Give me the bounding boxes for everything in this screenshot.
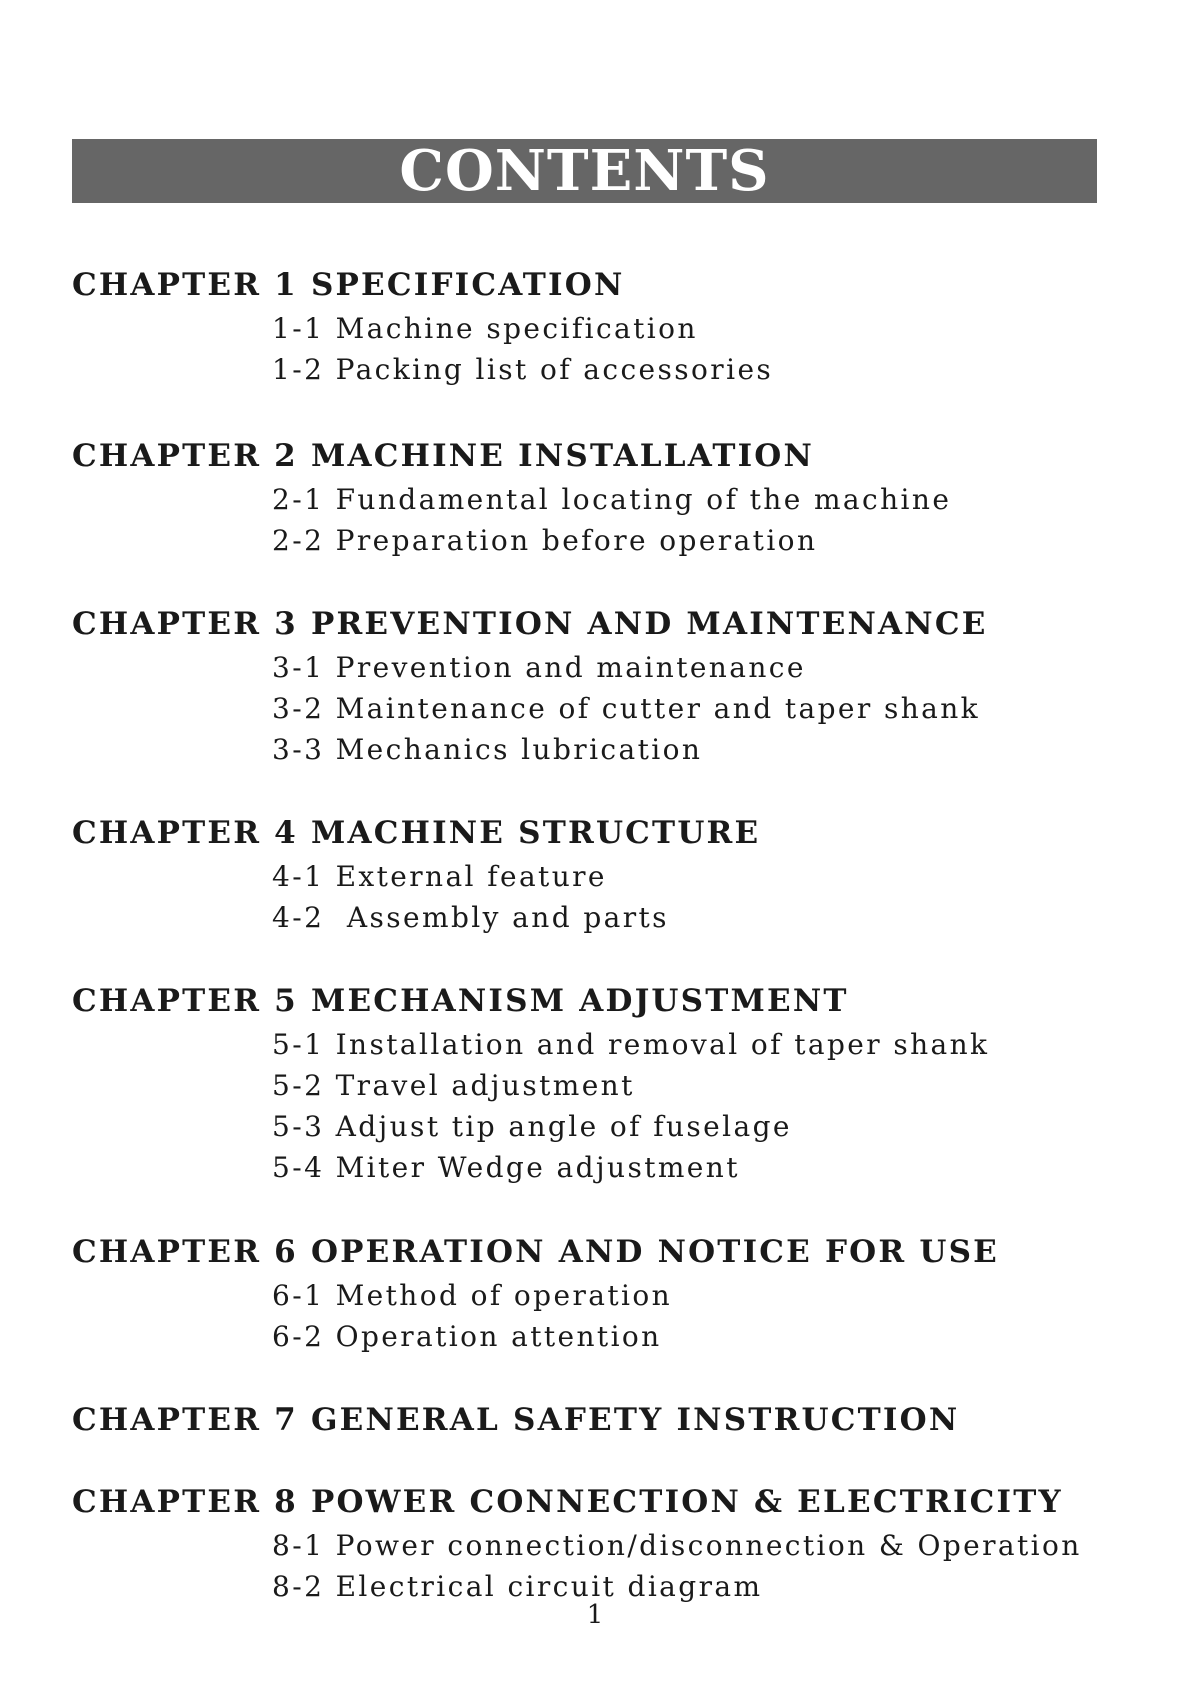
section-5-3: 5-3 Adjust tip angle of fuselage	[272, 1110, 792, 1143]
chapter-spacer	[72, 938, 1132, 978]
table-of-contents	[72, 262, 1132, 1607]
chapter-heading: CHAPTER 8 POWER CONNECTION & ELECTRICITY	[72, 1484, 1063, 1520]
chapter-heading: CHAPTER 6 OPERATION AND NOTICE FOR USE	[72, 1234, 999, 1270]
chapter-5	[72, 978, 1132, 1188]
section-1-1: 1-1 Machine specification	[272, 312, 698, 345]
section-4-1: 4-1 External feature	[272, 860, 607, 893]
chapter-heading: CHAPTER 3 PREVENTION AND MAINTENANCE	[72, 606, 988, 642]
page-number: 1	[586, 1600, 604, 1630]
section-6-1: 6-1 Method of operation	[272, 1279, 673, 1312]
chapter-heading: CHAPTER 5 MECHANISM ADJUSTMENT	[72, 983, 849, 1019]
section-3-1: 3-1 Prevention and maintenance	[272, 651, 806, 684]
chapter-4	[72, 810, 1132, 938]
section-8-1: 8-1 Power connection/disconnection & Operation	[272, 1529, 1082, 1562]
section-3-3: 3-3 Mechanics lubrication	[272, 733, 703, 766]
chapter-1	[72, 262, 1132, 390]
chapter-2	[72, 433, 1132, 561]
chapter-heading: CHAPTER 2 MACHINE INSTALLATION	[72, 438, 815, 474]
chapter-spacer	[72, 1188, 1132, 1229]
section-5-4: 5-4 Miter Wedge adjustment	[272, 1151, 740, 1184]
section-6-2: 6-2 Operation attention	[272, 1320, 662, 1353]
section-2-2: 2-2 Preparation before operation	[272, 524, 818, 557]
section-8-2: 8-2 Electrical circuit diagram	[272, 1570, 763, 1603]
section-5-1: 5-1 Installation and removal of taper shank	[272, 1028, 990, 1061]
chapter-heading: CHAPTER 7 GENERAL SAFETY INSTRUCTION	[72, 1402, 960, 1438]
chapter-spacer	[72, 770, 1132, 810]
chapter-6	[72, 1229, 1132, 1357]
chapter-heading: CHAPTER 1 SPECIFICATION	[72, 267, 625, 303]
chapter-spacer	[72, 390, 1132, 433]
chapter-3	[72, 601, 1132, 770]
chapter-spacer	[72, 1443, 1132, 1479]
chapter-heading: CHAPTER 4 MACHINE STRUCTURE	[72, 815, 761, 851]
page-title: CONTENTS	[399, 138, 770, 204]
section-1-2: 1-2 Packing list of accessories	[272, 353, 774, 386]
section-5-2: 5-2 Travel adjustment	[272, 1069, 635, 1102]
section-4-2: 4-2 Assembly and parts	[272, 901, 669, 934]
chapter-spacer	[72, 561, 1132, 601]
chapter-7	[72, 1397, 1132, 1443]
section-3-2: 3-2 Maintenance of cutter and taper shank	[272, 692, 981, 725]
chapter-8	[72, 1479, 1132, 1607]
section-2-1: 2-1 Fundamental locating of the machine	[272, 483, 952, 516]
chapter-spacer	[72, 1357, 1132, 1397]
contents-title-bar	[72, 139, 1097, 203]
